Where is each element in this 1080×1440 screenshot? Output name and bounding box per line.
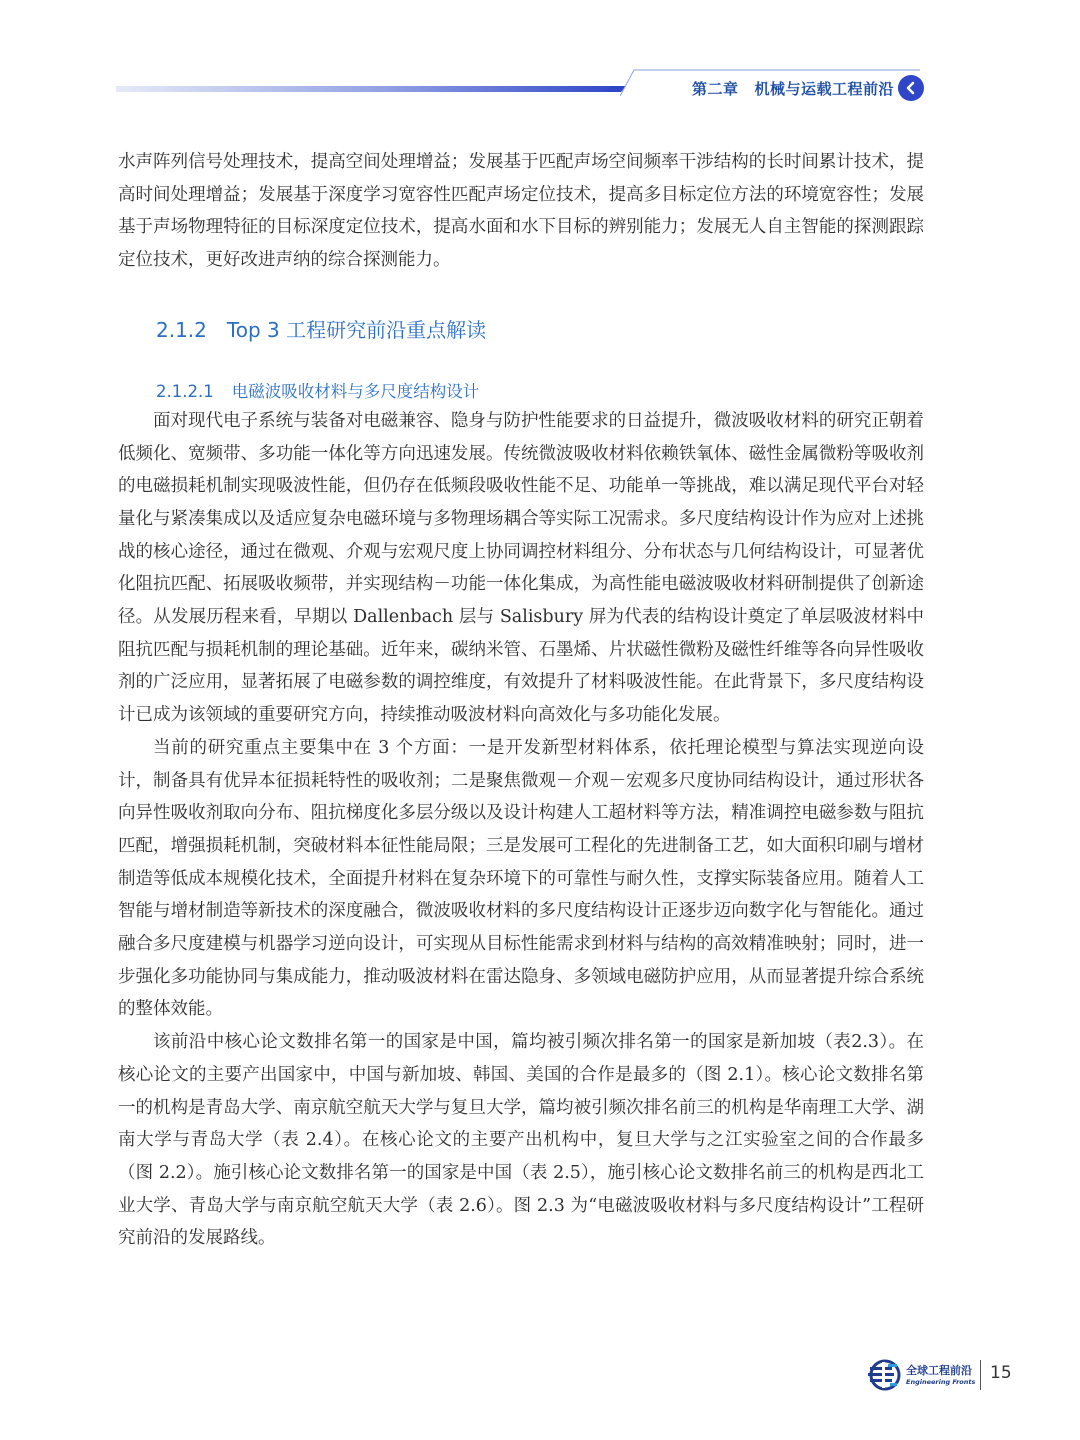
subsection-title: 电磁波吸收材料与多尺度结构设计 bbox=[231, 381, 480, 401]
intro-paragraph: 水声阵列信号处理技术，提高空间处理增益；发展基于匹配声场空间频率干涉结构的长时间累计技术，提高时间处理增益；发展基于深度学习宽容性匹配声场定位技术，提高多目标定位方法的环境宽容性；发展基于声场物理特征的目标深度定位技术，提高水面和水下目标的辨别能力；发展无人自主智能的探测跟踪定位技术，更好改进声纳的综合探测能力。 bbox=[118, 152, 924, 271]
section-heading bbox=[156, 315, 924, 345]
chapter-name: 机械与运载工程前沿 bbox=[754, 80, 894, 98]
header-gradient-bar bbox=[116, 84, 626, 94]
section-title: Top 3 工程研究前沿重点解读 bbox=[226, 317, 487, 342]
chapter-number: 第二章 bbox=[691, 80, 739, 98]
page-content bbox=[118, 146, 924, 1255]
engineering-fronts-logo-icon bbox=[868, 1358, 902, 1392]
body-paragraph: 面对现代电子系统与装备对电磁兼容、隐身与防护性能要求的日益提升，微波吸收材料的研究正朝着低频化、宽频带、多功能一体化等方向迅速发展。传统微波吸收材料依赖铁氧体、磁性金属微粉等吸收剂的电磁损耗机制实现吸波性能，但仍存在低频段吸收性能不足、功能单一等挑战，难以满足现代平台对轻量化与紧凑集成以及适应复杂电磁环境与多物理场耦合等实际工况需求。多尺度结构设计作为应对上述挑战的核心途径，通过在微观、介观与宏观尺度上协同调控材料组分、分布状态与几何结构设计，可显著优化阻抗匹配、拓展吸收频带，并实现结构－功能一体化集成，为高性能电磁波吸收材料研制提供了创新途径。从发展历程来看，早期以 Dallenbach 层与 Salisbury 屏为代表的结构设计奠定了单层吸波材料中阻抗匹配与损耗机制的理论基础。近年来，碳纳米管、石墨烯、片状磁性微粉及磁性纤维等各向异性吸收剂的广泛应用，显著拓展了电磁参数的调控维度，有效提升了材料吸波性能。在此背景下，多尺度结构设计已成为该领域的重要研究方向，持续推动吸波材料向高效化与多功能化发展。 bbox=[118, 410, 924, 726]
body-paragraph: 当前的研究重点主要集中在 3 个方面：一是开发新型材料体系，依托理论模型与算法实现逆向设计，制备具有优异本征损耗特性的吸收剂；二是聚焦微观－介观－宏观多尺度协同结构设计，通过形状各向异性吸收剂取向分布、阻抗梯度化多层分级以及设计构建人工超材料等方法，精准调控电磁参数与阻抗匹配，增强损耗机制，突破材料本征性能局限；三是发展可工程化的先进制备工艺，如大面积印刷与增材制造等低成本规模化技术，全面提升材料在复杂环境下的可靠性与耐久性，支撑实际装备应用。随着人工智能与增材制造等新技术的深度融合，微波吸收材料的多尺度结构设计正逐步迈向数字化与智能化。通过融合多尺度建模与机器学习逆向设计，可实现从目标性能需求到材料与结构的高效精准映射；同时，进一步强化多功能协同与集成能力，推动吸波材料在雷达隐身、多领域电磁防护应用，从而显著提升综合系统的整体效能。 bbox=[118, 737, 924, 1020]
page-footer bbox=[868, 1356, 1028, 1396]
body-paragraph: 该前沿中核心论文数排名第一的国家是中国，篇均被引频次排名第一的国家是新加坡（表2.3）。在核心论文的主要产出国家中，中国与新加坡、韩国、美国的合作是最多的（图 2.1）。核心论文数排名第一的机构是青岛大学、南京航空航天大学与复旦大学，篇均被引频次排名前三的机构是华南理工大学、湖南大学与青岛大学（表 2.4）。在核心论文的主要产出机构中，复旦大学与之江实验室之间的合作最多（图 2.2）。施引核心论文数排名第一的国家是中国（表 2.5），施引核心论文数排名前三的机构是西北工业大学、青岛大学与南京航空航天大学（表 2.6）。图 2.3 为“电磁波吸收材料与多尺度结构设计”工程研究前沿的发展路线。 bbox=[118, 1032, 924, 1249]
page-header bbox=[0, 0, 1080, 120]
footer-divider bbox=[980, 1360, 981, 1390]
footer-brand: 全球工程前沿 bbox=[906, 1364, 972, 1377]
back-button[interactable] bbox=[898, 75, 924, 101]
chevron-left-icon bbox=[904, 81, 918, 95]
page-number: 15 bbox=[990, 1363, 1012, 1383]
footer-brand-english: Engineering Fronts bbox=[906, 1378, 976, 1386]
section-number: 2.1.2 bbox=[156, 317, 207, 342]
chapter-title bbox=[692, 78, 894, 99]
subsection-heading bbox=[156, 379, 924, 405]
subsection-number: 2.1.2.1 bbox=[156, 381, 214, 401]
